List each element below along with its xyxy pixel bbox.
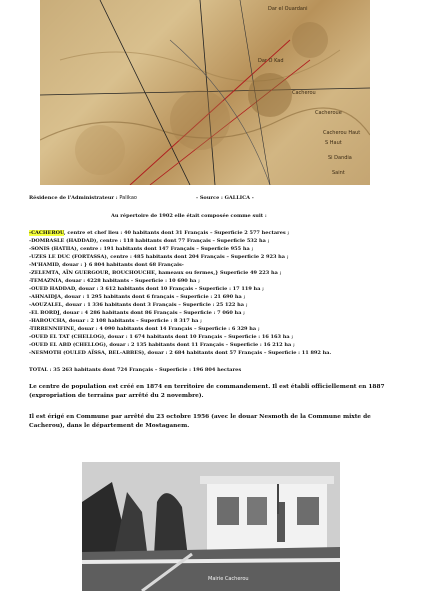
section-heading: Au répertoire de 1902 elle était composée comme suit : bbox=[111, 213, 267, 219]
list-item: -AHNAIDJA, douar : 1 295 habitants dont 6 français – Superficie : 21 690 ha ; bbox=[29, 294, 246, 300]
history-paragraph: Le centre de population est créé en 1874 en territoire de commandement. Il est établi officiellement en 1887 (expropriation de terrains par arrêté du 2 novembre). bbox=[29, 384, 385, 399]
list-item: -AOUZALEL, douar : 1 336 habitants dont 3 Français – Superficie : 25 122 ha ; bbox=[29, 302, 248, 308]
list-item: -UZES LE DUC (FORTASSA), centre : 485 habitants dont 204 Français – Superficie 2 923 ha ; bbox=[29, 254, 289, 260]
list-item: -OUED EL ABD (CHELLOG), douar : 2 135 habitants dont 11 Français – Superficie : 16 212 ha ; bbox=[29, 342, 295, 348]
residence-label: Résidence de l'Administrateur : bbox=[29, 195, 120, 201]
list-item: -DOMBASLE (HADDAD), centre : 118 habitants dont 77 Français – Superficie 532 ha ; bbox=[29, 238, 270, 244]
town-hall-photo bbox=[82, 462, 340, 591]
list-item: -NESMOTH (OULED AÏSSA, BEL-ABBES), douar : 2 684 habitants dont 57 Français – Superficie : 11 892 ha. bbox=[29, 350, 332, 356]
map-label: S Haut bbox=[325, 140, 342, 146]
list-item: -OUED HADDAD, douar : 3 612 habitants dont 10 Français – Superficie : 17 119 ha ; bbox=[29, 286, 265, 292]
residence-value: Palikao bbox=[119, 195, 137, 201]
list-item: -M'HAMID, douar : } 6 804 habitants dont 68 Français- bbox=[29, 262, 184, 268]
list-item: -SONIS (HATIIA), centre : 191 habitants dont 147 Français – Superficie 955 ha ; bbox=[29, 246, 254, 252]
map-label: Cacherou bbox=[292, 90, 316, 96]
commune-paragraph: Il est érigé en Commune par arrêté du 23 octobre 1956 (avec le douar Nesmoth de la Commune mixte de Cacherou), dans le département de Mostaganem. bbox=[29, 414, 371, 429]
map-label: Cacheroue bbox=[315, 110, 342, 116]
list-item: -TEMAZNIA, douar : 4228 habitants – Superficie : 10 690 ha ; bbox=[29, 278, 200, 284]
residence-line bbox=[29, 196, 137, 201]
map-label: Dar el Ouardani bbox=[268, 6, 308, 12]
list-item: -ZELEMTA, AÏN GUERGOUR, BOUCHOUCHE, hameaux ou fermes,} Superficie 49 223 ha ; bbox=[29, 270, 282, 276]
list-item: -HABOUCHA, douar : 2 108 habitants – Superficie : 8 317 ha ; bbox=[29, 318, 202, 324]
map-label: Saint bbox=[332, 170, 345, 176]
map-label: Si Dandia bbox=[328, 155, 352, 161]
photo-drawing bbox=[82, 462, 340, 591]
map-image bbox=[40, 0, 370, 185]
map-label: Dar O Kad bbox=[258, 58, 284, 64]
list-item: -OUED EL TAT (CHELLOG), douar : 1 674 habitants dont 10 Français – Superficie : 16 163 ha ; bbox=[29, 334, 294, 340]
photo-caption: Mairie Cacherou bbox=[208, 576, 249, 582]
map-drawing bbox=[40, 0, 370, 185]
source-note: - Source : GALLICA - bbox=[196, 195, 254, 201]
total-line: TOTAL : 35 263 habitants dont 724 Français – Superficie : 196 804 hectares bbox=[29, 367, 242, 373]
map-label: Cacherou Haut bbox=[323, 130, 361, 136]
list-item: -CACHEROU, centre et chef lieu : 40 habitants dont 31 Français – Superficie 2 577 hectares ; bbox=[29, 230, 290, 236]
list-item: -EL BORDJ, douar : 4 286 habitants dont 86 Français – Superficie : 7 060 ha ; bbox=[29, 310, 246, 316]
list-item: -TIRRENNIFINE, douar : 4 090 habitants dont 14 Français – Superficie : 6 329 ha ; bbox=[29, 326, 260, 332]
